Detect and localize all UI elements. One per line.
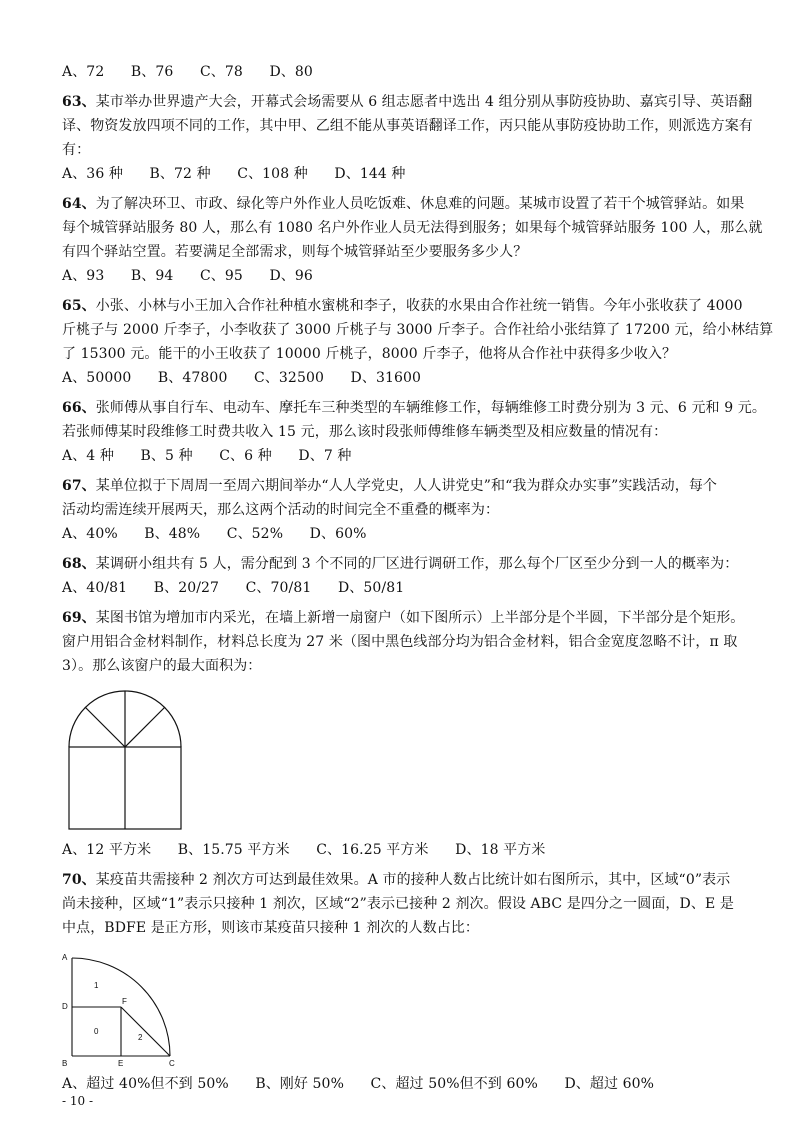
q67-option-c: C、52% [226, 526, 284, 542]
q70-option-a: A、超过 40%但不到 50% [62, 1076, 229, 1092]
q70-text-line-1: 某疫苗共需接种 2 剂次方可达到最佳效果。A 市的接种人数占比统计如右图所示，其中，区域“0”表示 [95, 872, 731, 888]
q64-text-line-2: 每个城管驿站服务 80 人，那么有 1080 名户外作业人员无法得到服务；如果每个城管驿站服务 100 人，那么就 [62, 220, 763, 236]
q63-options [62, 162, 752, 186]
window-spoke-right [125, 707, 165, 747]
q69-option-b: B、15.75 平方米 [177, 842, 290, 858]
q62-option-b: B、76 [130, 64, 174, 80]
point-label-d: D [62, 1002, 68, 1011]
quarter-circle-figure [60, 948, 190, 1068]
window-figure [66, 690, 186, 832]
q67-option-a: A、40% [62, 526, 118, 542]
q66-option-b: B、5 种 [140, 448, 193, 464]
q69-text-line-3: 3）。那么该窗户的最大面积为： [62, 658, 262, 674]
q67-option-d: D、60% [309, 526, 367, 542]
q68-option-b: B、20/27 [153, 580, 220, 596]
q70-option-d: D、超过 60% [564, 1076, 655, 1092]
q65-number: 65、 [62, 298, 96, 314]
q64-option-d: D、96 [269, 268, 313, 284]
q66-number: 66、 [62, 400, 96, 416]
q69-option-a: A、12 平方米 [62, 842, 152, 858]
question-68 [62, 552, 752, 600]
q66-options [62, 444, 752, 468]
q65-option-d: D、31600 [350, 370, 421, 386]
q69-option-c: C、16.25 平方米 [316, 842, 429, 858]
question-70 [62, 868, 752, 1096]
page-number: - 10 - [62, 1094, 94, 1108]
q65-option-c: C、32500 [254, 370, 324, 386]
q65-option-b: B、47800 [157, 370, 228, 386]
point-label-e: E [118, 1059, 124, 1068]
region-label-2: 2 [138, 1033, 143, 1042]
q64-text-line-3: 有四个驿站空置。若要满足全部需求，则每个城管驿站至少要服务多少人？ [62, 244, 528, 260]
q70-text-line-2: 尚未接种，区域“1”表示只接种 1 剂次，区域“2”表示已接种 2 剂次。假设 ABC 是四分之一圆面，D、E 是 [62, 896, 734, 912]
q67-text-line-1: 某单位拟于下周周一至周六期间举办“人人学党史，人人讲党史”和“我为群众办实事”实践活动，每个 [95, 478, 718, 494]
q64-option-b: B、94 [130, 268, 174, 284]
q65-text-line-2: 斤桃子与 2000 斤李子，小李收获了 3000 斤桃子与 3000 斤李子。合作社给小张结算了 17200 元，给小林结算 [62, 322, 774, 338]
q64-number: 64、 [62, 196, 96, 212]
q70-number: 70、 [62, 872, 96, 888]
q70-option-b: B、刚好 50% [255, 1076, 344, 1092]
q67-text-line-2: 活动均需连续开展两天，那么这两个活动的时间完全不重叠的概率为： [62, 502, 500, 518]
q63-text-line-3: 有： [62, 142, 91, 158]
point-label-b: B [62, 1059, 68, 1068]
question-66 [62, 396, 766, 468]
q68-text-line-1: 某调研小组共有 5 人，需分配到 3 个不同的厂区进行调研工作，那么每个厂区至少分到一人的概率为： [95, 556, 739, 572]
q65-text-line-3: 了 15300 元。能干的小王收获了 10000 斤桃子，8000 斤李子，他将从合作社中获得多少收入？ [62, 346, 677, 362]
segment-fc [121, 1007, 170, 1056]
q68-option-d: D、50/81 [337, 580, 405, 596]
q65-text-line-1: 小张、小林与小王加入合作社种植水蜜桃和李子，收获的水果由合作社统一销售。今年小张收获了 4000 [95, 298, 743, 314]
exam-page [62, 60, 774, 1102]
q68-number: 68、 [62, 556, 96, 572]
q62-options [62, 60, 752, 84]
q69-options [62, 838, 752, 862]
region-label-1: 1 [94, 981, 99, 990]
region-label-0: 0 [94, 1027, 99, 1036]
q66-text-line-1: 张师傅从事自行车、电动车、摩托车三种类型的车辆维修工作，每辆维修工时费分别为 3 元、6 元和 9 元。 [95, 400, 766, 416]
point-label-a: A [62, 953, 68, 962]
q65-option-a: A、50000 [62, 370, 132, 386]
question-64 [62, 192, 763, 288]
q63-text-line-2: 译、物资发放四项不同的工作，其中甲、乙组不能从事英语翻译工作，丙只能从事防疫协助工作，则派选方案有 [62, 118, 753, 134]
q63-option-c: C、108 种 [237, 166, 308, 182]
q68-option-c: C、70/81 [245, 580, 312, 596]
q63-option-a: A、36 种 [62, 166, 123, 182]
q64-option-a: A、93 [62, 268, 105, 284]
q66-option-d: D、7 种 [298, 448, 352, 464]
point-label-f: F [122, 997, 127, 1006]
q62-option-c: C、78 [199, 64, 243, 80]
q66-option-c: C、6 种 [219, 448, 272, 464]
q68-option-a: A、40/81 [62, 580, 128, 596]
q63-option-b: B、72 种 [149, 166, 211, 182]
q69-option-d: D、18 平方米 [455, 842, 546, 858]
q69-text-line-1: 某图书馆为增加市内采光，在墙上新增一扇窗户（如下图所示）上半部分是个半圆，下半部分是个矩形。 [95, 610, 745, 626]
window-spoke-left [85, 707, 125, 747]
q62-option-a: A、72 [62, 64, 105, 80]
q66-option-a: A、4 种 [62, 448, 114, 464]
q63-option-d: D、144 种 [334, 166, 406, 182]
q64-text-line-1: 为了解决环卫、市政、绿化等户外作业人员吃饭难、休息难的问题。某城市设置了若干个城管驿站。如果 [95, 196, 745, 212]
q63-text-line-1: 某市举办世界遗产大会，开幕式会场需要从 6 组志愿者中选出 4 组分别从事防疫协助、嘉宾引导、英语翻 [95, 94, 753, 110]
question-69 [62, 606, 752, 862]
q68-options [62, 576, 752, 600]
q69-number: 69、 [62, 610, 96, 626]
q67-number: 67、 [62, 478, 96, 494]
q67-options [62, 522, 752, 546]
q64-options [62, 264, 752, 288]
question-65 [62, 294, 774, 390]
q63-number: 63、 [62, 94, 96, 110]
q67-option-b: B、48% [144, 526, 201, 542]
q70-options [62, 1072, 752, 1096]
question-63 [62, 90, 752, 186]
point-label-c: C [169, 1059, 175, 1068]
q65-options [62, 366, 752, 390]
q62-option-d: D、80 [269, 64, 313, 80]
q64-option-c: C、95 [199, 268, 243, 284]
q66-text-line-2: 若张师傅某时段维修工时费共收入 15 元，那么该时段张师傅维修车辆类型及相应数量的情况有： [62, 424, 668, 440]
q70-option-c: C、超过 50%但不到 60% [370, 1076, 538, 1092]
q70-text-line-3: 中点，BDFE 是正方形，则该市某疫苗只接种 1 剂次的人数占比： [62, 920, 480, 936]
question-67 [62, 474, 752, 546]
q69-text-line-2: 窗户用铝合金材料制作，材料总长度为 27 米（图中黑色线部分均为铝合金材料，铝合金宽度忽略不计，π 取 [62, 634, 738, 650]
